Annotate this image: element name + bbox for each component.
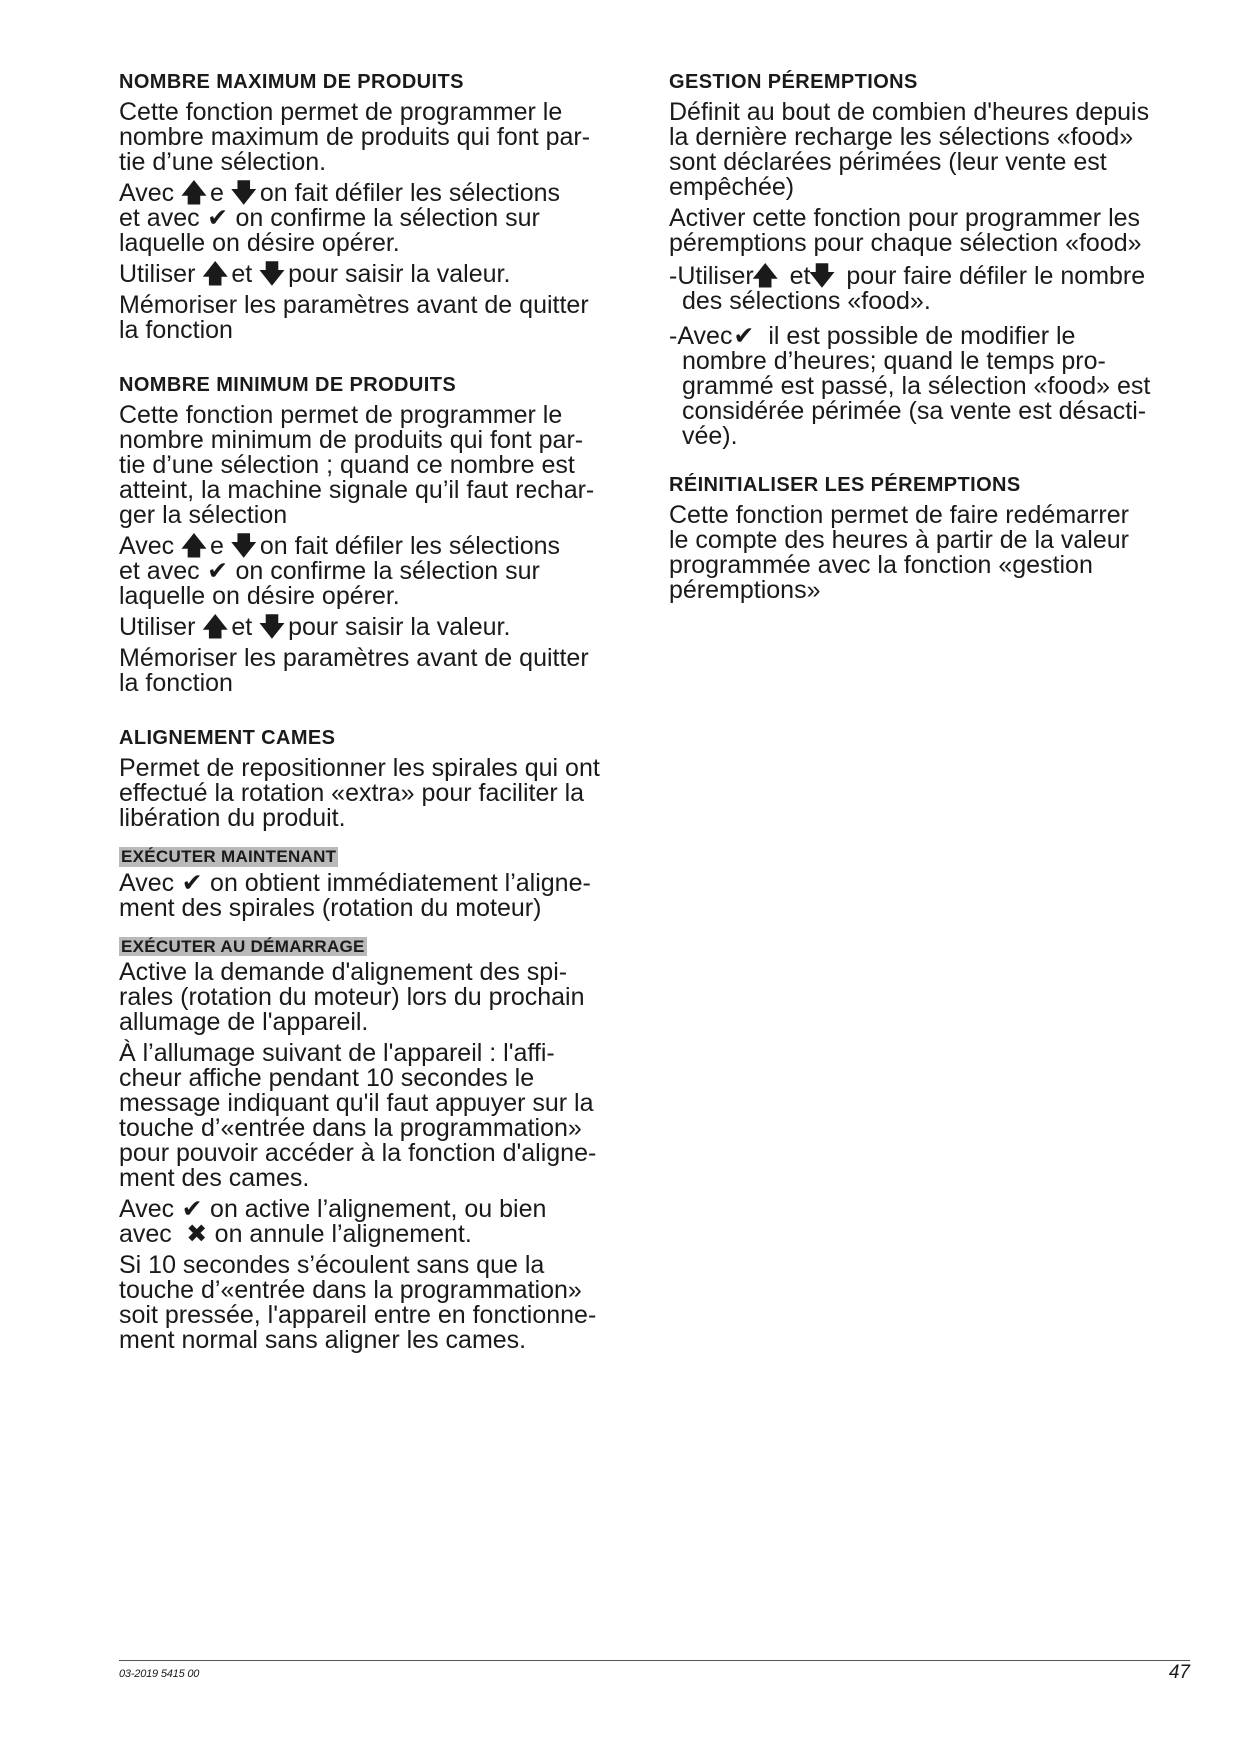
text: Avec <box>119 532 175 560</box>
text: et <box>789 262 811 290</box>
text-line: rales (rotation du moteur) lors du prochain <box>119 983 585 1012</box>
check-icon: ✔ <box>181 868 203 897</box>
paragraph <box>119 646 639 696</box>
left-column <box>119 70 639 1359</box>
paragraph <box>669 100 1199 200</box>
paragraph <box>119 615 639 640</box>
text-line: Définit au bout de combien d'heures depuis <box>669 98 1150 126</box>
text-line: Cette fonction permet de programmer le <box>119 401 563 429</box>
text: on fait défiler les sélections <box>259 179 561 207</box>
text-line: nombre minimum de produits qui font par- <box>119 426 584 454</box>
text: on active l’alignement, ou bien <box>210 1195 547 1224</box>
text-line: libération du produit. <box>119 804 346 832</box>
arrow-down-icon: 🡇 <box>809 262 835 290</box>
text-line: message indiquant qu'il faut appuyer sur la <box>119 1089 594 1118</box>
arrow-up-icon: 🡅 <box>202 260 229 288</box>
text: on obtient immédiatement l’aligne- <box>210 868 591 897</box>
check-icon: ✔ <box>207 204 229 232</box>
text-line: allumage de l'appareil. <box>119 1008 369 1037</box>
text-line: programmée avec la fonction «gestion <box>669 551 1093 579</box>
check-icon: ✔ <box>181 1195 203 1224</box>
text-line: effectué la rotation «extra» pour faciliter la <box>119 779 585 807</box>
text: e <box>210 532 224 560</box>
heading-cam-alignment: ALIGNEMENT CAMES <box>119 727 336 749</box>
text-line: Cette fonction permet de faire redémarrer <box>669 501 1129 529</box>
heading-max-products: NOMBRE MAXIMUM DE PRODUITS <box>119 71 464 93</box>
text-line: ment des cames. <box>119 1164 310 1193</box>
check-icon: ✔ <box>733 322 755 350</box>
text: et avec <box>119 557 200 585</box>
text: on annule l’alignement. <box>214 1220 472 1249</box>
paragraph <box>119 1197 639 1247</box>
text-line: la fonction <box>119 316 233 344</box>
text-line: cheur affiche pendant 10 secondes le <box>119 1064 535 1093</box>
paragraph <box>119 534 639 609</box>
footer-divider <box>119 1660 1190 1661</box>
page-number: 47 <box>1168 1662 1190 1683</box>
text-line: tie d’une sélection ; quand ce nombre est <box>119 451 575 479</box>
text-line: Si 10 secondes s’écoulent sans que la <box>119 1251 545 1280</box>
text-line: nombre d’heures; quand le temps pro- <box>682 347 1106 375</box>
text-line: ment des spirales (rotation du moteur) <box>119 893 542 922</box>
arrow-down-icon: 🡇 <box>259 613 285 641</box>
arrow-down-icon: 🡇 <box>230 179 257 207</box>
text-line: atteint, la machine signale qu’il faut rechar- <box>119 476 595 504</box>
arrow-up-icon: 🡅 <box>181 179 207 207</box>
text-line: péremptions» <box>669 576 821 604</box>
text-line: Mémoriser les paramètres avant de quitter <box>119 291 589 319</box>
text-line: À l’allumage suivant de l'appareil : l'affi- <box>119 1039 555 1068</box>
text: -Avec <box>669 322 733 350</box>
subheading-execute-at-startup: EXÉCUTER AU DÉMARRAGE <box>121 936 365 956</box>
text: Utiliser <box>119 260 196 288</box>
paragraph <box>119 756 639 831</box>
text-line: empêchée) <box>669 173 795 201</box>
document-code: 03-2019 5415 00 <box>119 1668 200 1680</box>
paragraph <box>119 293 639 343</box>
text-line: laquelle on désire opérer. <box>119 229 400 257</box>
text-line: ger la sélection <box>119 501 288 529</box>
arrow-up-icon: 🡅 <box>181 532 207 560</box>
text: et <box>231 613 253 641</box>
right-column <box>669 70 1199 609</box>
paragraph <box>119 403 639 528</box>
text: pour saisir la valeur. <box>288 260 511 288</box>
paragraph <box>119 868 639 922</box>
paragraph <box>669 503 1199 603</box>
text-line: laquelle on désire opérer. <box>119 582 400 610</box>
text: pour faire défiler le nombre <box>846 262 1146 290</box>
arrow-up-icon: 🡅 <box>202 613 229 641</box>
text-line: Permet de repositionner les spirales qui ont <box>119 754 600 782</box>
text-line: pour pouvoir accéder à la fonction d'aligne- <box>119 1139 597 1168</box>
text: on confirme la sélection sur <box>235 557 540 585</box>
heading-reset-expiry: RÉINITIALISER LES PÉREMPTIONS <box>669 474 1021 496</box>
paragraph <box>119 262 639 287</box>
arrow-down-icon: 🡇 <box>230 532 257 560</box>
text-line: la fonction <box>119 669 233 697</box>
text-line: le compte des heures à partir de la valeur <box>669 526 1129 554</box>
text: on fait défiler les sélections <box>259 532 561 560</box>
text-line: touche d’«entrée dans la programmation» <box>119 1276 582 1305</box>
paragraph <box>119 960 639 1035</box>
subheading-execute-now: EXÉCUTER MAINTENANT <box>121 847 337 866</box>
text-line: Mémoriser les paramètres avant de quitter <box>119 644 589 672</box>
text: Avec <box>119 179 175 207</box>
text: avec <box>119 1220 172 1249</box>
text-line: touche d’«entrée dans la programmation» <box>119 1114 582 1143</box>
text-line: ment normal sans aligner les cames. <box>119 1326 527 1355</box>
paragraph <box>669 206 1199 256</box>
text: on confirme la sélection sur <box>235 204 540 232</box>
text-line: Cette fonction permet de programmer le <box>119 98 563 126</box>
check-icon: ✔ <box>207 557 229 585</box>
text-line: la dernière recharge les sélections «food» <box>669 123 1134 151</box>
cross-icon: ✖ <box>186 1220 208 1249</box>
text: et <box>231 260 253 288</box>
bullet-item <box>669 264 1199 314</box>
heading-expiry-management: GESTION PÉREMPTIONS <box>669 71 918 93</box>
paragraph <box>119 181 639 256</box>
text-line: sont déclarées périmées (leur vente est <box>669 148 1107 176</box>
text-line: vée). <box>682 422 738 450</box>
arrow-down-icon: 🡇 <box>259 260 285 288</box>
text: Utiliser <box>119 613 196 641</box>
paragraph <box>119 100 639 175</box>
text-line: péremptions pour chaque sélection «food» <box>669 229 1142 257</box>
text: il est possible de modifier le <box>768 322 1076 350</box>
bullet-item <box>669 324 1199 449</box>
text-line: tie d’une sélection. <box>119 148 327 176</box>
paragraph <box>119 1253 639 1353</box>
arrow-up-icon: 🡅 <box>752 262 779 290</box>
text: pour saisir la valeur. <box>288 613 511 641</box>
text: e <box>210 179 224 207</box>
paragraph <box>119 1041 639 1191</box>
text-line: Activer cette fonction pour programmer les <box>669 204 1141 232</box>
text: -Utiliser <box>669 262 754 290</box>
text: et avec <box>119 204 200 232</box>
text-line: des sélections «food». <box>682 287 931 315</box>
text-line: grammé est passé, la sélection «food» est <box>682 372 1151 400</box>
text-line: soit pressée, l'appareil entre en fonctionne- <box>119 1301 597 1330</box>
text: Avec <box>119 868 175 897</box>
text: Avec <box>119 1195 175 1224</box>
heading-min-products: NOMBRE MINIMUM DE PRODUITS <box>119 374 457 396</box>
text-line: considérée périmée (sa vente est désacti- <box>682 397 1147 425</box>
text-line: Active la demande d'alignement des spi- <box>119 958 568 987</box>
text-line: nombre maximum de produits qui font par- <box>119 123 591 151</box>
